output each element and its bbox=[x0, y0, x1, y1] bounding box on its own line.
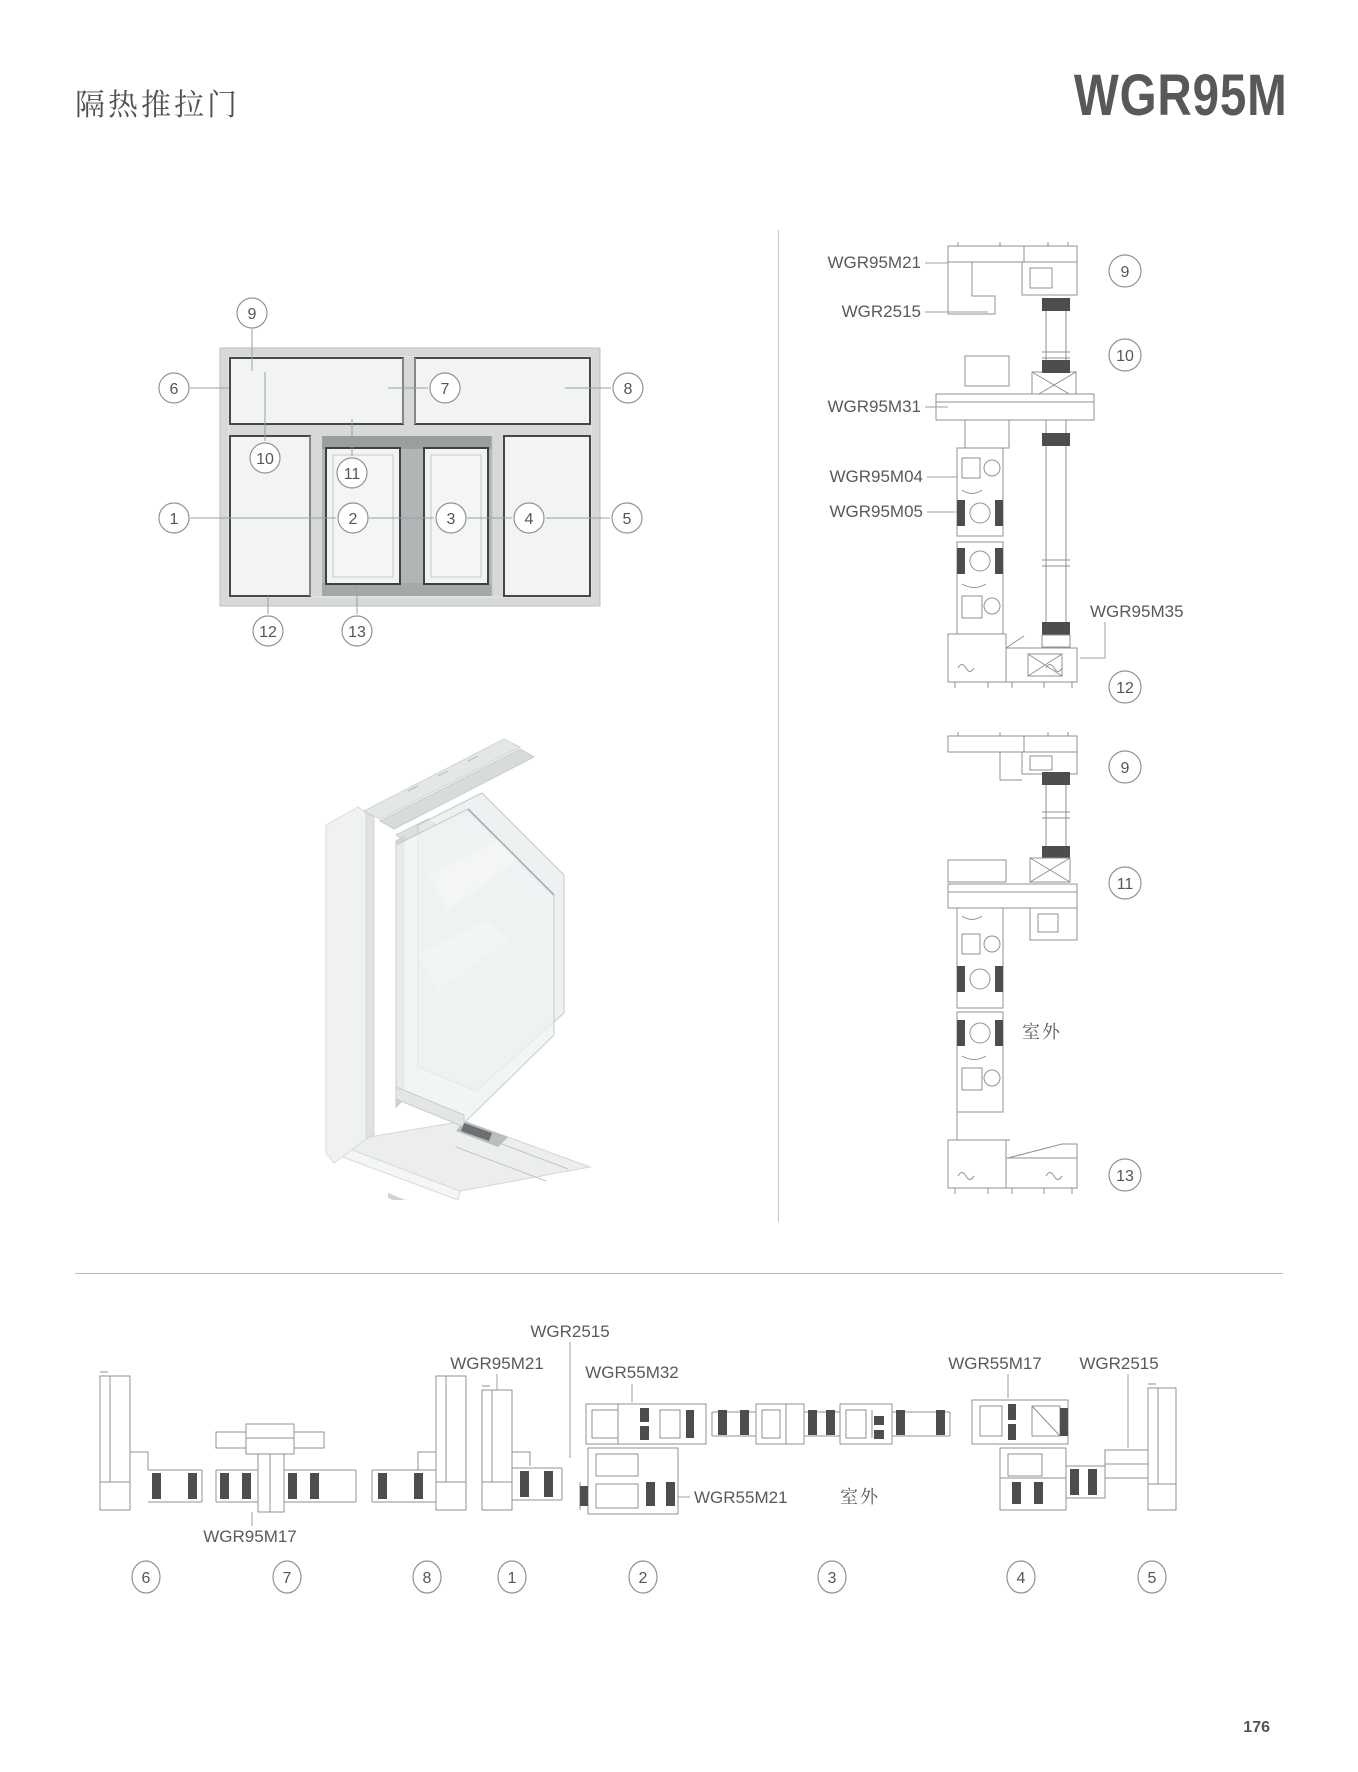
svg-text:13: 13 bbox=[348, 624, 366, 641]
callout-8 bbox=[413, 1561, 441, 1593]
svg-text:10: 10 bbox=[256, 451, 274, 468]
svg-text:8: 8 bbox=[623, 381, 633, 398]
svg-text:11: 11 bbox=[1116, 876, 1134, 893]
label-wgr95m21: WGR95M21 bbox=[827, 253, 921, 272]
section-bottom-callouts bbox=[1109, 751, 1141, 1191]
label-wgr55m17: WGR55M17 bbox=[948, 1354, 1042, 1373]
callout-5 bbox=[612, 503, 642, 533]
svg-text:4: 4 bbox=[1016, 1570, 1026, 1587]
label-wgr95m17: WGR95M17 bbox=[203, 1527, 297, 1546]
callout-9 bbox=[1109, 751, 1141, 783]
svg-text:13: 13 bbox=[1116, 1168, 1134, 1185]
transom-glass-left bbox=[230, 358, 403, 424]
svg-text:7: 7 bbox=[282, 1570, 292, 1587]
callout-3 bbox=[818, 1561, 846, 1593]
callout-12 bbox=[253, 616, 283, 646]
svg-text:3: 3 bbox=[446, 511, 456, 528]
label-outdoor-bottom: 室外 bbox=[840, 1487, 880, 1507]
section-divider bbox=[75, 1273, 1283, 1274]
label-wgr2515-right: WGR2515 bbox=[1079, 1354, 1159, 1373]
svg-text:2: 2 bbox=[638, 1570, 648, 1587]
callout-4 bbox=[1007, 1561, 1035, 1593]
label-wgr95m05: WGR95M05 bbox=[829, 502, 923, 521]
svg-text:10: 10 bbox=[1116, 348, 1134, 365]
detail-8 bbox=[372, 1376, 466, 1510]
svg-text:4: 4 bbox=[524, 511, 534, 528]
callout-6 bbox=[132, 1561, 160, 1593]
label-wgr55m21: WGR55M21 bbox=[694, 1488, 788, 1507]
sash-roller-profile bbox=[957, 448, 1003, 638]
label-wgr95m21: WGR95M21 bbox=[450, 1354, 544, 1373]
svg-text:1: 1 bbox=[169, 511, 179, 528]
jamb-3d bbox=[326, 807, 374, 1163]
page-number: 176 bbox=[1243, 1719, 1270, 1736]
glazing-vertical bbox=[1042, 309, 1070, 622]
callout-13 bbox=[1109, 1159, 1141, 1191]
callout-1 bbox=[159, 503, 189, 533]
callout-11 bbox=[337, 458, 367, 488]
detail-5 bbox=[1105, 1384, 1176, 1510]
svg-text:9: 9 bbox=[247, 306, 257, 323]
callout-5 bbox=[1138, 1561, 1166, 1593]
elevation-diagram bbox=[150, 290, 670, 660]
vertical-section-bottom bbox=[795, 725, 1205, 1215]
callout-8 bbox=[613, 373, 643, 403]
svg-text:12: 12 bbox=[259, 624, 277, 641]
svg-text:6: 6 bbox=[169, 381, 179, 398]
callout-4 bbox=[514, 503, 544, 533]
label-outdoor: 室外 bbox=[1022, 1022, 1062, 1042]
callout-12 bbox=[1109, 671, 1141, 703]
callout-9 bbox=[237, 298, 267, 328]
column-divider bbox=[778, 230, 779, 1222]
svg-text:5: 5 bbox=[622, 511, 632, 528]
callout-11 bbox=[1109, 867, 1141, 899]
svg-text:7: 7 bbox=[440, 381, 450, 398]
glazing-vertical bbox=[1042, 772, 1070, 859]
profile-3d-render bbox=[268, 695, 598, 1200]
callout-9 bbox=[1109, 255, 1141, 287]
svg-text:9: 9 bbox=[1120, 264, 1130, 281]
vertical-section-top bbox=[795, 235, 1205, 715]
callout-3 bbox=[436, 503, 466, 533]
horizontal-sections bbox=[60, 1318, 1310, 1610]
label-wgr2515-left: WGR2515 bbox=[530, 1322, 610, 1341]
callout-10 bbox=[250, 443, 280, 473]
callout-6 bbox=[159, 373, 189, 403]
detail-4 bbox=[972, 1400, 1105, 1510]
svg-text:9: 9 bbox=[1120, 760, 1130, 777]
svg-text:2: 2 bbox=[348, 511, 358, 528]
callout-7 bbox=[273, 1561, 301, 1593]
glass-3d bbox=[396, 793, 564, 1141]
interlock-assembly bbox=[936, 298, 1094, 448]
callout-2 bbox=[629, 1561, 657, 1593]
page-title-model: WGR95M bbox=[1074, 63, 1288, 128]
detail-6 bbox=[100, 1372, 202, 1510]
detail-7 bbox=[216, 1424, 356, 1512]
label-wgr95m04: WGR95M04 bbox=[829, 467, 923, 486]
callout-7 bbox=[430, 373, 460, 403]
label-wgr95m31: WGR95M31 bbox=[827, 397, 921, 416]
sash-roller-profile bbox=[957, 908, 1010, 1140]
callout-13 bbox=[342, 616, 372, 646]
callout-1 bbox=[498, 1561, 526, 1593]
label-wgr55m32: WGR55M32 bbox=[585, 1363, 679, 1382]
svg-text:12: 12 bbox=[1116, 680, 1134, 697]
section-top-labels bbox=[827, 253, 1183, 658]
label-wgr2515: WGR2515 bbox=[841, 302, 921, 321]
svg-text:6: 6 bbox=[141, 1570, 151, 1587]
svg-text:3: 3 bbox=[827, 1570, 837, 1587]
horizontal-section-callouts bbox=[132, 1561, 1166, 1593]
svg-text:5: 5 bbox=[1147, 1570, 1157, 1587]
label-wgr95m35: WGR95M35 bbox=[1090, 602, 1184, 621]
detail-1 bbox=[482, 1386, 562, 1510]
page-title-cn: 隔热推拉门 bbox=[75, 89, 240, 122]
svg-text:1: 1 bbox=[507, 1570, 517, 1587]
section-top-callouts bbox=[1109, 255, 1141, 703]
svg-text:11: 11 bbox=[343, 466, 361, 483]
svg-text:8: 8 bbox=[422, 1570, 432, 1587]
callout-10 bbox=[1109, 339, 1141, 371]
detail-3 bbox=[712, 1404, 950, 1444]
sill-profile bbox=[948, 1140, 1077, 1194]
callout-2 bbox=[338, 503, 368, 533]
